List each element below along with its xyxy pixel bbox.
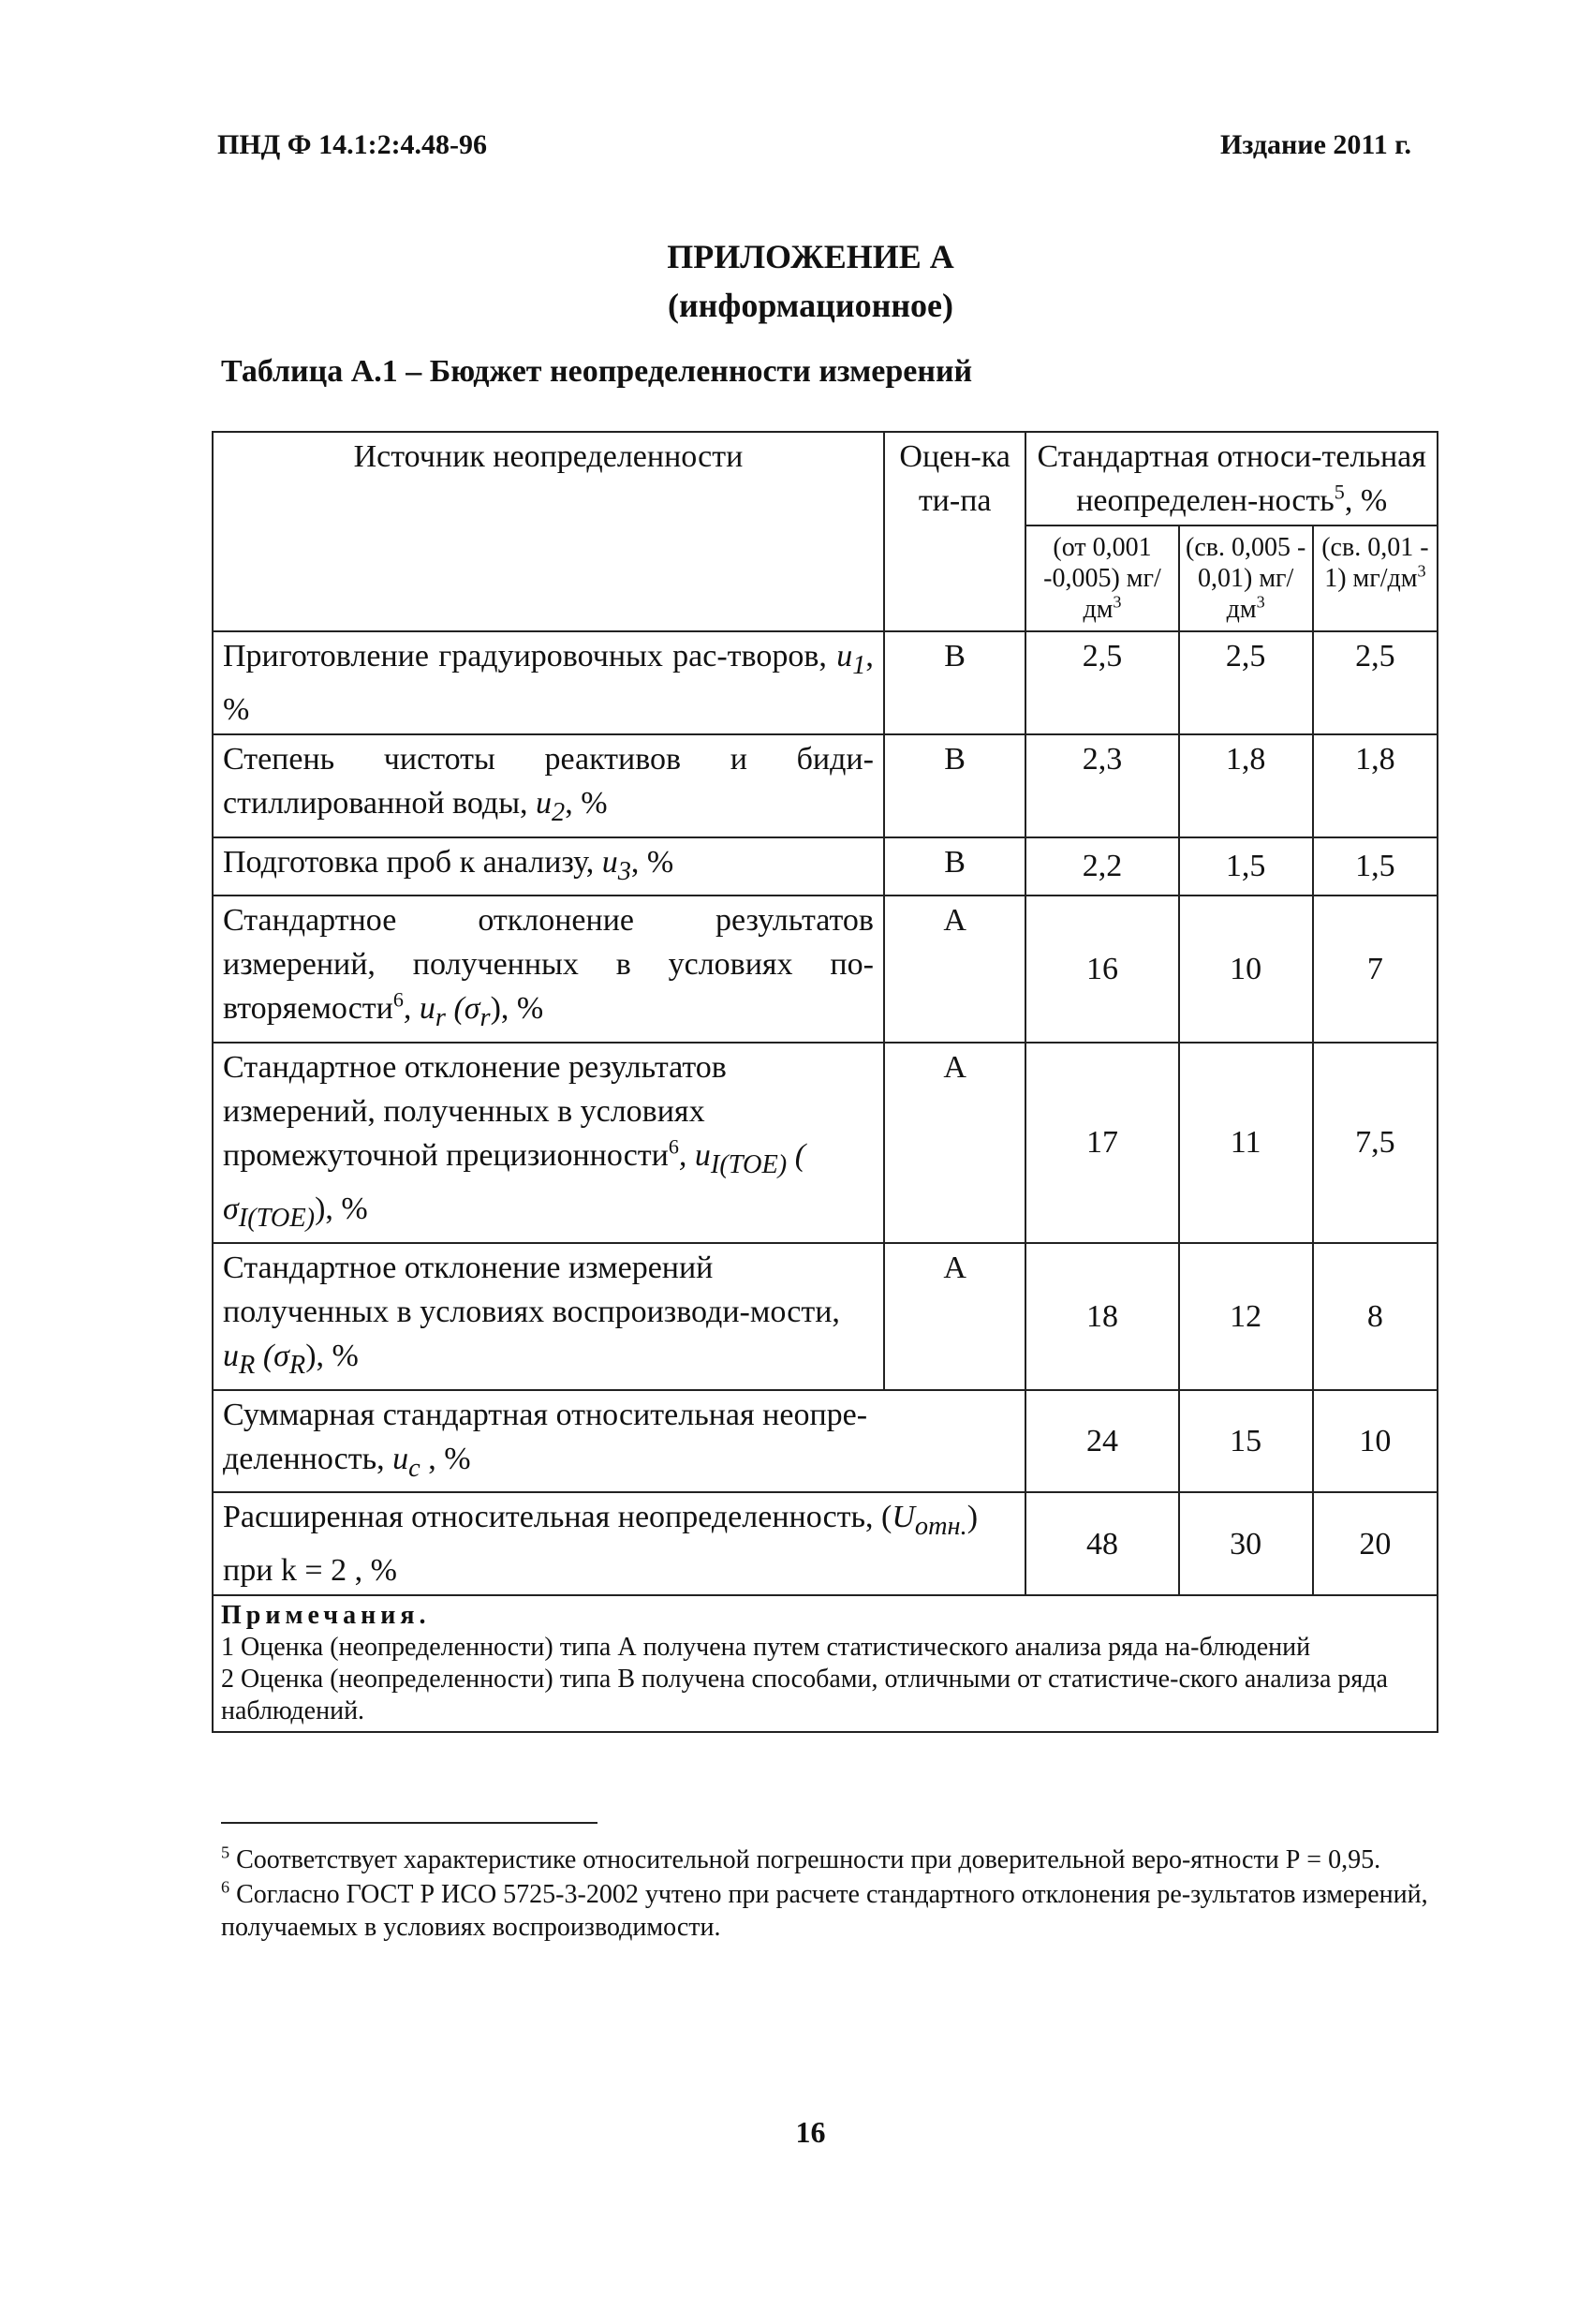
row-value-3: 1,5	[1313, 837, 1438, 896]
row-source-text: Суммарная стандартная относительная неопре-деленность,	[223, 1397, 868, 1476]
row-sigma-sub: I(TOE)	[238, 1203, 316, 1233]
row-source-text: Расширенная относительная неопределенность, (	[223, 1500, 892, 1535]
row-source	[213, 631, 884, 734]
row-symbol: u	[836, 639, 853, 674]
appendix-subtitle: (информационное)	[667, 287, 954, 324]
header-range-3	[1313, 525, 1438, 631]
row-value-1: 16	[1025, 896, 1178, 1043]
row-symbol: u	[392, 1441, 409, 1476]
row-value-1: 2,5	[1025, 631, 1178, 734]
document-code: ПНД Ф 14.1:2:4.48-96	[217, 129, 488, 160]
footnote-separator	[221, 1822, 597, 1824]
table-row	[213, 1492, 1438, 1595]
row-value-1: 18	[1025, 1243, 1178, 1390]
footnote-text: Согласно ГОСТ Р ИСО 5725-3-2002 учтено при расчете стандартного отклонения ре-зультатов измерений, получаемых в условиях воспроизводимости.	[221, 1880, 1428, 1942]
notes-title: Примечания.	[221, 1601, 431, 1631]
range-2-sup: 3	[1256, 592, 1265, 612]
row-unit: ) при k = 2 , %	[223, 1500, 979, 1589]
row-source-text: Стандартное отклонение измерений полученных в условиях воспроизводи-мости,	[223, 1250, 840, 1329]
row-symbol-sub: r	[435, 1003, 446, 1033]
table-row	[213, 1243, 1438, 1390]
range-1-sup: 3	[1113, 592, 1122, 612]
row-unit: , %	[223, 639, 874, 727]
row-unit: , %	[420, 1441, 471, 1476]
range-3-label: (св. 0,01 - 1) мг/дм	[1321, 533, 1429, 593]
row-value-3: 8	[1313, 1243, 1438, 1390]
table-row	[213, 1043, 1438, 1243]
footnote	[221, 1843, 1438, 1876]
row-source-text: Степень чистоты реактивов и биди-стиллированной воды,	[223, 741, 874, 821]
row-value-1: 24	[1025, 1390, 1178, 1493]
row-sigma: ( σ	[223, 1138, 806, 1226]
footnote-mark: 6	[221, 1877, 230, 1897]
row-value-1: 48	[1025, 1492, 1178, 1595]
appendix-heading	[0, 232, 1593, 330]
row-source	[213, 1243, 884, 1390]
table-caption: Таблица А.1 – Бюджет неопределенности измерений	[221, 354, 973, 389]
row-value-2: 12	[1179, 1243, 1313, 1390]
uncertainty-budget-table	[212, 431, 1438, 1733]
table-header-row	[213, 432, 1438, 525]
edition-label: Издание 2011 г.	[1220, 129, 1411, 160]
row-sigma: (σ	[445, 991, 480, 1027]
row-unit: , %	[565, 785, 608, 821]
table-row	[213, 896, 1438, 1043]
row-value-2: 15	[1179, 1390, 1313, 1493]
row-unit: ), %	[490, 991, 544, 1027]
header-std-rel	[1025, 432, 1438, 525]
appendix-title: ПРИЛОЖЕНИЕ А	[667, 238, 954, 275]
header-range-2	[1179, 525, 1313, 631]
row-value-3: 2,5	[1313, 631, 1438, 734]
row-source	[213, 1390, 1025, 1493]
notes-row	[213, 1595, 1438, 1732]
row-symbol: u	[601, 844, 618, 880]
row-type: A	[884, 896, 1025, 1043]
header-type: Оцен-ка ти-па	[884, 432, 1025, 631]
row-unit: ), %	[315, 1191, 368, 1226]
row-source	[213, 1043, 884, 1243]
row-source-text: Подготовка проб к анализу,	[223, 844, 602, 880]
row-source	[213, 1492, 1025, 1595]
row-value-2: 30	[1179, 1492, 1313, 1595]
row-symbol: u	[223, 1338, 239, 1373]
header-source: Источник неопределенности	[213, 432, 884, 631]
table-row	[213, 1390, 1438, 1493]
row-unit: ), %	[305, 1338, 359, 1373]
row-value-3: 7,5	[1313, 1043, 1438, 1243]
row-source	[213, 734, 884, 837]
header-std-rel-unit: , %	[1344, 483, 1388, 518]
row-value-3: 10	[1313, 1390, 1438, 1493]
row-symbol-sub: c	[408, 1453, 420, 1483]
row-unit: , %	[630, 844, 674, 880]
footnote-mark: 5	[221, 1843, 230, 1862]
row-value-2: 10	[1179, 896, 1313, 1043]
row-symbol-sub: 3	[617, 856, 631, 886]
table-notes	[213, 1595, 1438, 1732]
row-type: A	[884, 1043, 1025, 1243]
row-type: B	[884, 734, 1025, 837]
row-source-text: Стандартное отклонение результатов измерений, полученных в условиях по-вторяемости	[223, 903, 874, 1027]
row-value-2: 2,5	[1179, 631, 1313, 734]
row-source	[213, 837, 884, 896]
range-3-sup: 3	[1417, 561, 1426, 581]
range-2-label: (св. 0,005 - 0,01) мг/дм	[1186, 533, 1306, 624]
row-symbol-sub: отн.	[914, 1512, 967, 1542]
row-value-3: 7	[1313, 896, 1438, 1043]
footnote-text: Соответствует характеристике относительной погрешности при доверительной веро-ятности Р = 0,95.	[229, 1845, 1381, 1874]
note-item: 1 Оценка (неопределенности) типа А получена путем статистического анализа ряда на-блюдений	[221, 1633, 1311, 1663]
header-range-1	[1025, 525, 1178, 631]
header-std-rel-footnote: 5	[1334, 480, 1345, 504]
row-symbol-sub: R	[239, 1350, 256, 1380]
row-value-3: 20	[1313, 1492, 1438, 1595]
row-symbol: u	[536, 785, 553, 821]
row-value-1: 17	[1025, 1043, 1178, 1243]
row-footnote-mark: 6	[668, 1134, 679, 1159]
row-value-1: 2,2	[1025, 837, 1178, 896]
row-type: A	[884, 1243, 1025, 1390]
row-symbol-sub: 2	[552, 797, 566, 827]
row-value-2: 11	[1179, 1043, 1313, 1243]
row-type: B	[884, 837, 1025, 896]
row-source	[213, 896, 884, 1043]
row-symbol: U	[892, 1500, 915, 1535]
row-type: B	[884, 631, 1025, 734]
table-row	[213, 837, 1438, 896]
row-source-text: Приготовление градуировочных рас-творов,	[223, 639, 837, 674]
row-symbol-sub: I(TOE)	[710, 1149, 788, 1179]
row-value-1: 2,3	[1025, 734, 1178, 837]
row-source-text: Стандартное отклонение результатов измерений, полученных в условиях промежуточной прецизионности	[223, 1050, 727, 1174]
row-value-2: 1,5	[1179, 837, 1313, 896]
row-symbol: , u	[678, 1138, 711, 1174]
note-item: 2 Оценка (неопределенности) типа В получена способами, отличными от статистиче-ского анализа ряда наблюдений.	[221, 1665, 1388, 1726]
row-symbol: , u	[403, 991, 435, 1027]
row-sigma-sub: R	[288, 1350, 306, 1380]
range-1-label: (от 0,001 -0,005) мг/дм	[1043, 533, 1161, 624]
row-value-3: 1,8	[1313, 734, 1438, 837]
table-row	[213, 631, 1438, 734]
footnotes	[221, 1843, 1438, 1946]
row-value-2: 1,8	[1179, 734, 1313, 837]
page-number: 16	[795, 2115, 826, 2149]
table-row	[213, 734, 1438, 837]
header-std-rel-text: Стандартная относи-тельная неопределен-ность	[1037, 439, 1426, 518]
row-sigma: (σ	[255, 1338, 289, 1373]
row-sigma-sub: r	[479, 1003, 491, 1033]
footnote	[221, 1878, 1438, 1944]
row-footnote-mark: 6	[392, 988, 404, 1013]
row-symbol-sub: 1	[852, 650, 866, 680]
